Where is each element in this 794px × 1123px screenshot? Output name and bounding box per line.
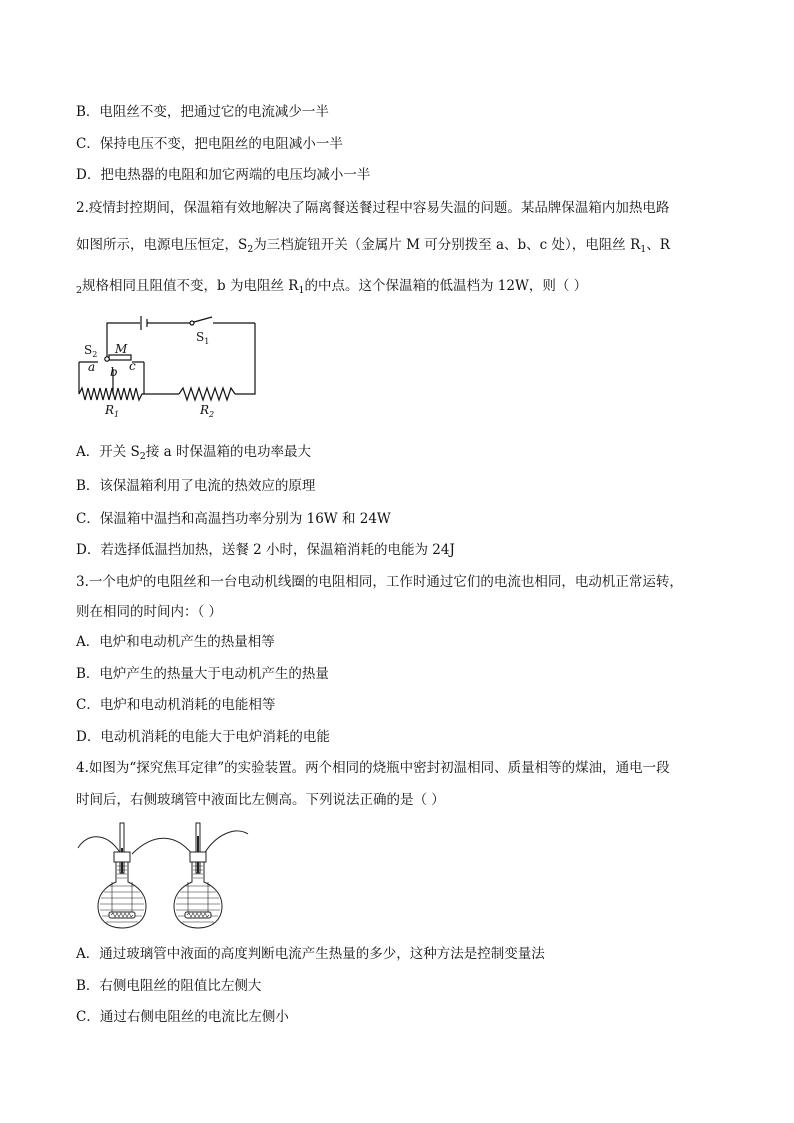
q2-stem-line1: 2.疫情封控期间，保温箱有效地解决了隔离餐送餐过程中容易失温的问题。某品牌保温箱内加热电路 <box>76 200 670 216</box>
q1-option-b: B．电阻丝不变，把通过它的电流减少一半 <box>76 104 329 120</box>
lead-wire-middle <box>132 838 192 854</box>
right-stopper <box>190 852 206 862</box>
q2-stem-line3: $_2$规格相同且阻值不变，b 为电阻丝 $R_1$的中点。这个保温箱的低温档为 12W，则（ ） <box>76 278 588 296</box>
label-a: a <box>88 360 96 374</box>
q1-option-d: D．把电热器的电阻和加它两端的电压均减小一半 <box>76 167 371 183</box>
q3-option-c: C．电炉和电动机消耗的电能相等 <box>76 697 276 713</box>
q3-stem-line1: 3.一个电炉的电阻丝和一台电动机线圈的电阻相同，工作时通过它们的电流也相同，电动机正常运转， <box>76 574 683 590</box>
right-wire <box>235 323 255 394</box>
q4-stem-line2: 时间后，右侧玻璃管中液面比左侧高。下列说法正确的是（ ） <box>76 792 445 808</box>
label-m: M <box>115 342 128 356</box>
q3-stem-line2: 则在相同的时间内：（ ） <box>76 604 223 620</box>
flask-apparatus-figure <box>76 820 252 932</box>
q1-option-c: C．保持电压不变，把电阻丝的电阻减小一半 <box>76 136 343 152</box>
switch-s2-pivot <box>105 357 109 361</box>
right-flask <box>174 823 222 928</box>
q3-option-a: A．电炉和电动机产生的热量相等 <box>76 634 275 650</box>
q2-option-d: D．若选择低温挡加热，送餐 2 小时，保温箱消耗的电能为 24J <box>76 542 455 558</box>
q4-stem-line1: 4.如图为“探究焦耳定律”的实验装置。两个相同的烧瓶中密封初温相同、质量相等的煤油，通电一段 <box>76 760 670 776</box>
label-s2: $S_2$ <box>84 343 98 359</box>
q2-option-c: C．保温箱中温挡和高温挡功率分别为 16W 和 24W <box>76 511 391 527</box>
q2-option-a: A．开关 $S_2$接 a 时保温箱的电功率最大 <box>76 444 311 462</box>
lead-wire-right <box>204 831 248 854</box>
q4-option-c: C．通过右侧电阻丝的电流比左侧小 <box>76 1009 289 1025</box>
switch-s1-blade <box>194 317 212 322</box>
q3-option-d: D．电动机消耗的电能大于电炉消耗的电能 <box>76 729 330 745</box>
label-r1: $R_1$ <box>105 403 120 419</box>
circuit-diagram <box>70 314 270 418</box>
q2-option-b: B．该保温箱利用了电流的热效应的原理 <box>76 478 316 494</box>
label-b: b <box>110 365 118 379</box>
q4-option-b: B．右侧电阻丝的阻值比左侧大 <box>76 978 262 994</box>
label-c: c <box>129 359 136 373</box>
label-s1: $S_1$ <box>196 330 210 346</box>
resistor-r2 <box>179 388 235 400</box>
switch-s1-contact <box>190 321 194 325</box>
lead-wire-left <box>78 837 121 854</box>
q4-option-a: A．通过玻璃管中液面的高度判断电流产生热量的多少，这种方法是控制变量法 <box>76 946 545 962</box>
q2-stem-line2: 如图所示，电源电压恒定，$S_2$为三档旋钮开关（金属片 M 可分别拨至 a、b、c 处），电阻丝 $R_1$、R <box>76 237 670 255</box>
label-r2: $R_2$ <box>200 403 215 419</box>
left-stopper <box>114 852 130 862</box>
q3-option-b: B．电炉产生的热量大于电动机产生的热量 <box>76 666 329 682</box>
